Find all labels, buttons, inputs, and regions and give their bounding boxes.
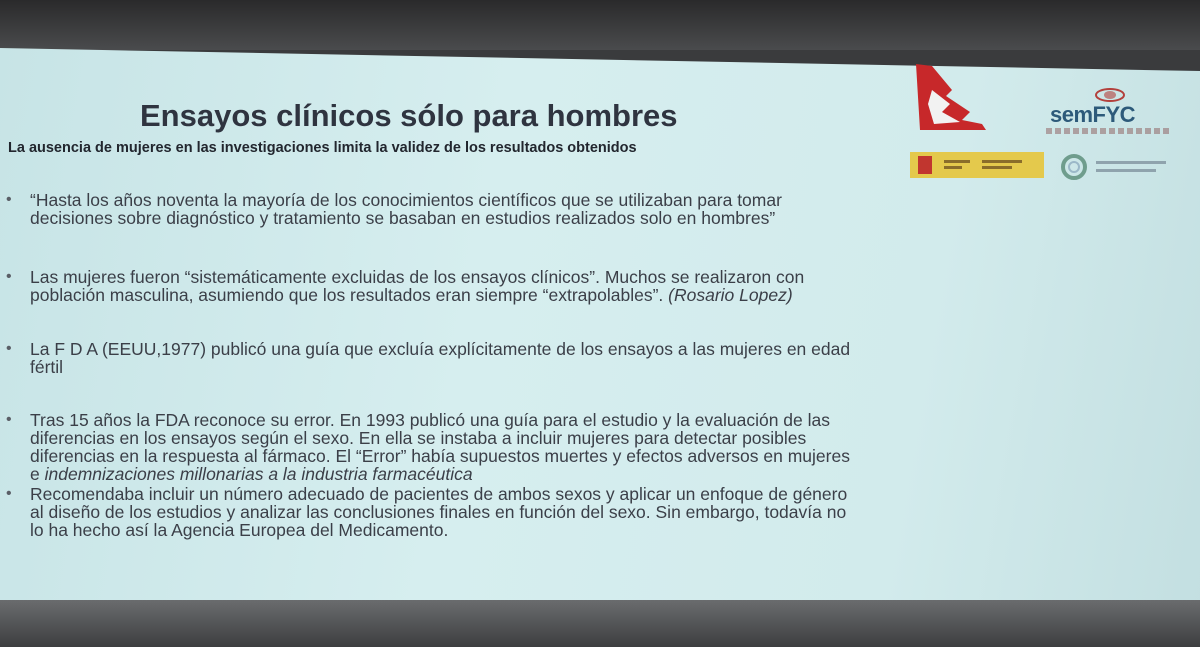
bullet-item: [6, 411, 1116, 483]
slide-title: Ensayos clínicos sólo para hombres: [140, 98, 678, 133]
bullet-citation: (Rosario Lopez): [668, 285, 793, 305]
bullet-line-italic: indemnizaciones millonarias a la industria farmacéutica: [44, 464, 473, 484]
bullet-item: [6, 191, 1116, 227]
bullet-text: [30, 485, 1116, 539]
bullet-line: diferencias en la respuesta al fármaco. El “Error” había supuestos muertes y efectos adversos en mujeres: [30, 446, 850, 466]
bullet-text: [30, 340, 1116, 376]
bullet-item: [6, 485, 1116, 539]
bullet-line: lo ha hecho así la Agencia Europea del Medicamento.: [30, 520, 449, 540]
triangle-flag-logo-icon: [912, 60, 990, 132]
room-top-band: [0, 0, 1200, 50]
slide-content: [0, 48, 1200, 608]
bullet-dot: •: [6, 485, 12, 502]
bullet-dot: •: [6, 411, 12, 428]
bullet-dot: •: [6, 191, 12, 208]
bullet-line: “Hasta los años noventa la mayoría de los conocimientos científicos que se utilizaban para tomar: [30, 190, 782, 210]
bullet-line: Recomendaba incluir un número adecuado de pacientes de ambos sexos y aplicar un enfoque de género: [30, 484, 848, 504]
slide-subtitle: La ausencia de mujeres en las investigaciones limita la validez de los resultados obtenidos: [8, 140, 637, 156]
bullet-line: al diseño de los estudios y analizar las conclusiones finales en función del sexo. Sin embargo, todavía no: [30, 502, 847, 522]
bullet-text: [30, 191, 1116, 227]
bullet-dot: •: [6, 340, 12, 357]
bullet-line: La F D A (EEUU,1977) publicó una guía que excluía explícitamente de los ensayos a las mujeres en edad: [30, 339, 851, 359]
bullet-dot: •: [6, 268, 12, 285]
bullet-line-prefix: e: [30, 464, 40, 484]
bullet-line: decisiones sobre diagnóstico y tratamiento se basaban en estudios realizados solo en hombres”: [30, 208, 776, 228]
bullet-text: [30, 411, 1116, 483]
semfyc-logo-subtext: [1046, 128, 1170, 134]
bullet-line: Las mujeres fueron “sistemáticamente excluidas de los ensayos clínicos”. Muchos se realizaron con: [30, 267, 805, 287]
bullet-line: diferencias en los ensayos según el sexo. En ella se instaba a incluir mujeres para detectar posibles: [30, 428, 807, 448]
bullet-line: población masculina, asumiendo que los resultados eran siempre “extrapolables”.: [30, 285, 664, 305]
bullet-line: Tras 15 años la FDA reconoce su error. En 1993 publicó una guía para el estudio y la evaluación de las: [30, 410, 830, 430]
semfyc-logo-text: semFYC: [1050, 102, 1136, 127]
government-logo-icon: [910, 152, 1044, 178]
bullet-text: [30, 268, 1116, 304]
semfyc-logo: [1040, 88, 1180, 144]
ring-logo-icon: [1056, 152, 1196, 182]
bullet-line: fértil: [30, 357, 64, 377]
bullet-item: [6, 340, 1116, 376]
bullet-item: [6, 268, 1116, 304]
